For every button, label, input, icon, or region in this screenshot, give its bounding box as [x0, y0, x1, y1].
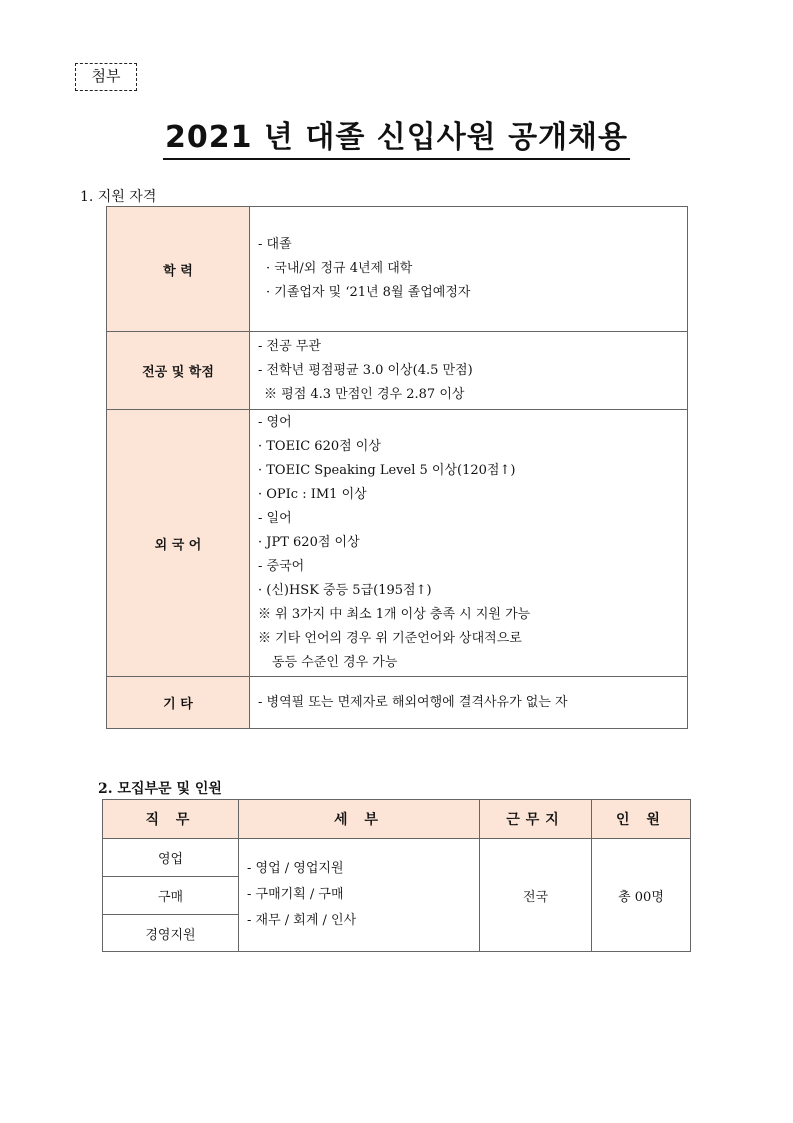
content-line: - 전학년 평점평균 3.0 이상(4.5 만점): [258, 362, 473, 378]
col-header-detail: 세 부: [239, 800, 480, 839]
row-header-major-gpa: 전공 및 학점: [107, 332, 250, 410]
attachment-label: 첨부: [75, 63, 137, 91]
row-content-education: [250, 207, 688, 332]
headcount-cell: 총 00명: [592, 839, 691, 952]
col-header-location: 근무지: [480, 800, 592, 839]
content-line: · JPT 620점 이상: [258, 535, 360, 550]
row-header-education: 학 력: [107, 207, 250, 332]
job-management-support: 경영지원: [103, 915, 239, 952]
row-content-other: [250, 677, 688, 729]
col-header-headcount: 인 원: [592, 800, 691, 839]
row-header-language: 외 국 어: [107, 410, 250, 677]
detail-cell: [239, 839, 480, 952]
section1-heading: 1. 지원 자격: [80, 189, 157, 205]
content-line: - 전공 무관: [258, 338, 321, 354]
col-header-job: 직 무: [103, 800, 239, 839]
content-line: - 병역필 또는 면제자로 해외여행에 결격사유가 없는 자: [258, 694, 568, 710]
content-line: - 중국어: [258, 559, 305, 574]
content-line: · OPIc : IM1 이상: [258, 487, 367, 502]
section2-heading: 2. 모집부문 및 인원: [98, 781, 222, 797]
content-line: ※ 기타 언어의 경우 위 기준언어와 상대적으로: [258, 631, 522, 646]
row-content-language: [250, 410, 688, 677]
job-sales: 영업: [103, 839, 239, 877]
detail-line: - 재무 / 회계 / 인사: [247, 913, 357, 928]
job-purchasing: 구매: [103, 877, 239, 915]
row-header-other: 기 타: [107, 677, 250, 729]
detail-line: - 구매기획 / 구매: [247, 887, 344, 902]
detail-line: - 영업 / 영업지원: [247, 861, 344, 876]
content-line: ※ 평점 4.3 만점인 경우 2.87 이상: [264, 386, 465, 402]
page-title: [0, 112, 793, 156]
row-content-major-gpa: [250, 332, 688, 410]
content-line: - 대졸: [258, 237, 292, 252]
content-line: · 국내/외 정규 4년제 대학: [266, 261, 413, 276]
content-line: 동등 수준인 경우 가능: [272, 655, 398, 670]
content-line: · (신)HSK 중등 5급(195점↑): [258, 583, 432, 598]
content-line: · 기졸업자 및 ‘21년 8월 졸업예정자: [266, 285, 471, 300]
content-line: - 일어: [258, 511, 292, 526]
qualification-table: [106, 206, 688, 729]
content-line: · TOEIC 620점 이상: [258, 439, 381, 454]
content-line: · TOEIC Speaking Level 5 이상(120점↑): [258, 463, 516, 478]
location-cell: 전국: [480, 839, 592, 952]
content-line: - 영어: [258, 415, 292, 430]
title-text: 2021 년 대졸 신입사원 공개채용: [163, 120, 630, 160]
recruitment-table: [102, 799, 691, 952]
content-line: ※ 위 3가지 中 최소 1개 이상 충족 시 지원 가능: [258, 607, 531, 622]
